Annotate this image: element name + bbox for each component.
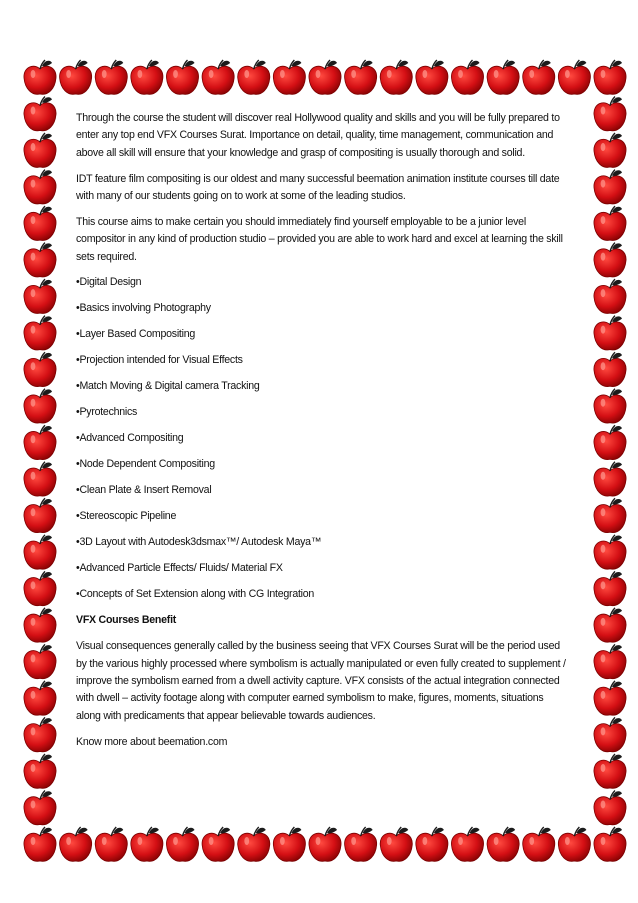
apple-icon — [594, 717, 626, 751]
apple-icon — [202, 827, 234, 861]
apple-icon — [238, 827, 270, 861]
apple-icon — [594, 279, 626, 313]
bullet-item: •Node Dependent Compositing — [76, 458, 215, 471]
apple-icon — [24, 644, 56, 678]
apple-icon — [24, 608, 56, 642]
apple-icon — [166, 827, 198, 861]
intro-paragraph-2: IDT feature film compositing is our oldest and many successful beemation animation institute courses till date with many of our students going on to work at some of the leading studios. — [76, 172, 560, 203]
apple-icon — [24, 389, 56, 423]
apple-icon — [24, 279, 56, 313]
apple-icon — [416, 827, 448, 861]
bullet-item: •Stereoscopic Pipeline — [76, 510, 177, 523]
apple-icon — [594, 790, 626, 824]
apple-icon — [24, 462, 56, 496]
apple-icon — [24, 681, 56, 715]
apple-icon — [594, 608, 626, 642]
apple-icon — [24, 790, 56, 824]
apple-icon — [95, 827, 127, 861]
apple-icon — [238, 60, 270, 94]
apple-icon — [309, 827, 341, 861]
bullet-item: •Concepts of Set Extension along with CG Integration — [76, 588, 315, 601]
apple-icon — [273, 827, 305, 861]
benefit-paragraph: Visual consequences generally called by the business seeing that VFX Courses Surat will be the period used by the various highly processed where symbolism is actually manipulated or even fully created to supplement / improve the symbolism earned from a dwell activity capture. VFX consists of the actual integration connected with dwell – activity footage along with computer earned symbolism to make, figures, moments, situations along with predicaments that appear believable towards audiences. — [76, 640, 566, 722]
apple-icon — [487, 60, 519, 94]
apple-icon — [24, 352, 56, 386]
apple-icon — [451, 827, 483, 861]
apple-icon — [594, 97, 626, 131]
bullet-item: •3D Layout with Autodesk3dsmax™/ Autodesk Maya™ — [76, 536, 322, 549]
apple-icon — [166, 60, 198, 94]
apple-icon — [594, 644, 626, 678]
apple-icon — [523, 827, 555, 861]
apple-icon — [24, 571, 56, 605]
apple-icon — [24, 717, 56, 751]
apple-icon — [380, 60, 412, 94]
apple-icon — [594, 827, 626, 861]
apple-icon — [24, 243, 56, 277]
apple-icon — [594, 352, 626, 386]
apple-icon — [309, 60, 341, 94]
apple-icon — [594, 462, 626, 496]
apple-icon — [594, 60, 626, 94]
bullet-item: •Projection intended for Visual Effects — [76, 354, 243, 367]
apple-icon — [594, 754, 626, 788]
apple-icon — [60, 827, 92, 861]
apple-icon — [594, 681, 626, 715]
apple-icon — [24, 133, 56, 167]
apple-icon — [60, 60, 92, 94]
apple-icon — [594, 170, 626, 204]
apple-icon — [24, 535, 56, 569]
apple-icon — [24, 206, 56, 240]
apple-icon — [95, 60, 127, 94]
apple-icon — [380, 827, 412, 861]
apple-icon — [594, 425, 626, 459]
apple-icon — [558, 827, 590, 861]
apple-icon — [451, 60, 483, 94]
apple-icon — [131, 827, 163, 861]
apple-icon — [594, 206, 626, 240]
bullet-item: •Clean Plate & Insert Removal — [76, 484, 212, 497]
bullet-item: •Match Moving & Digital camera Tracking — [76, 380, 260, 393]
intro-paragraph-1: Through the course the student will discover real Hollywood quality and skills and you will be fully prepared to enter any top end VFX Courses Surat. Importance on detail, quality, time management, communication and above all skill will ensure that your knowledge and grasp of compositing is usually thorough and solid. — [76, 112, 560, 159]
apple-icon — [24, 97, 56, 131]
apple-icon — [487, 827, 519, 861]
bullet-item: •Basics involving Photography — [76, 302, 211, 315]
apple-icon — [594, 535, 626, 569]
apple-icon — [24, 425, 56, 459]
apple-icon — [416, 60, 448, 94]
intro-paragraph-3: This course aims to make certain you should immediately find yourself employable to be a junior level compositor in any kind of production studio – provided you are able to work hard and excel at learning the skill sets required. — [76, 215, 563, 263]
apple-icon — [202, 60, 234, 94]
apple-icon — [594, 498, 626, 532]
apple-icon — [24, 60, 56, 94]
bullet-item: •Advanced Particle Effects/ Fluids/ Material FX — [76, 562, 283, 575]
apple-icon — [24, 498, 56, 532]
bullet-item: •Pyrotechnics — [76, 406, 138, 419]
apple-icon — [523, 60, 555, 94]
apple-icon — [594, 243, 626, 277]
apple-icon — [345, 827, 377, 861]
apple-icon — [24, 827, 56, 861]
apple-icon — [594, 571, 626, 605]
apple-icon — [273, 60, 305, 94]
bullet-item: •Layer Based Compositing — [76, 328, 196, 341]
footer-link-text: Know more about beemation.com — [76, 735, 228, 748]
apple-icon — [594, 316, 626, 350]
apple-icon — [24, 754, 56, 788]
bullet-item: •Digital Design — [76, 276, 142, 289]
apple-icon — [594, 133, 626, 167]
apple-icon — [131, 60, 163, 94]
apple-icon — [24, 316, 56, 350]
apple-icon — [24, 170, 56, 204]
document-body — [76, 110, 566, 759]
apple-icon — [345, 60, 377, 94]
apple-icon — [594, 389, 626, 423]
section-heading: VFX Courses Benefit — [76, 614, 177, 627]
apple-icon — [558, 60, 590, 94]
bullet-item: •Advanced Compositing — [76, 432, 184, 445]
